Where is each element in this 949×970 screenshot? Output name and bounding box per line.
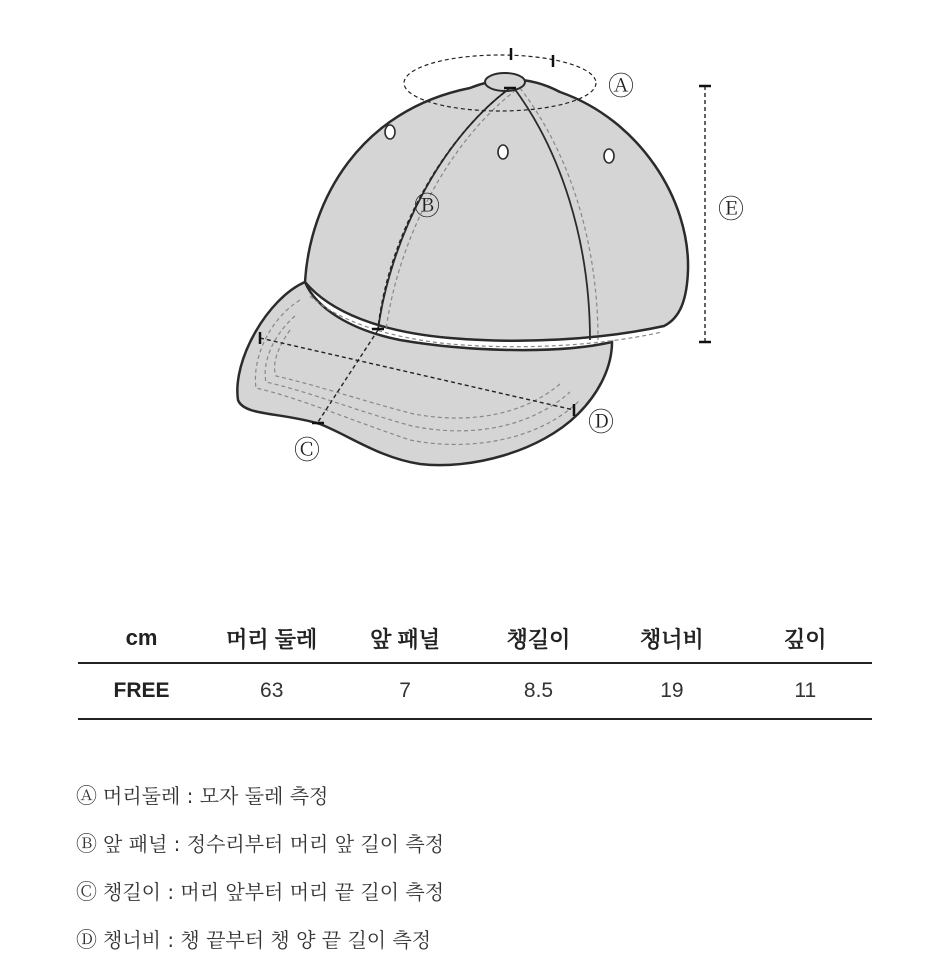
measurement-notes [76, 778, 896, 970]
note-text: 앞 패널 : 정수리부터 머리 앞 길이 측정 [103, 832, 445, 856]
note-item [76, 826, 896, 874]
note-key: Ⓑ [76, 832, 97, 856]
table-header-row [78, 614, 872, 663]
note-item [76, 874, 896, 922]
marker-e: Ⓔ [717, 195, 745, 225]
note-key: Ⓐ [76, 784, 97, 808]
note-key: Ⓓ [76, 928, 97, 952]
table-row [78, 663, 872, 719]
marker-c: Ⓒ [293, 436, 321, 466]
note-text: 챙길이 : 머리 앞부터 머리 끝 길이 측정 [103, 880, 445, 904]
column-header: 깊이 [739, 614, 872, 663]
table-cell: 7 [338, 663, 471, 719]
cap-measurement-diagram [0, 0, 949, 480]
note-item [76, 778, 896, 826]
note-item [76, 922, 896, 970]
note-text: 챙너비 : 챙 끝부터 챙 양 끝 길이 측정 [103, 928, 432, 952]
unit-header: cm [78, 614, 205, 663]
note-key: Ⓒ [76, 880, 97, 904]
table-cell: 8.5 [472, 663, 605, 719]
table-cell: 11 [739, 663, 872, 719]
marker-d: Ⓓ [587, 408, 615, 438]
note-text: 머리둘레 : 모자 둘레 측정 [103, 784, 329, 808]
column-header: 머리 둘레 [205, 614, 338, 663]
table-cell: 63 [205, 663, 338, 719]
column-header: 앞 패널 [338, 614, 471, 663]
table-cell: 19 [605, 663, 738, 719]
marker-b: Ⓑ [413, 192, 441, 222]
size-label: FREE [78, 663, 205, 719]
marker-a: Ⓐ [607, 72, 635, 102]
column-header: 챙너비 [605, 614, 738, 663]
size-table [78, 614, 872, 720]
cap-crown [305, 79, 688, 340]
column-header: 챙길이 [472, 614, 605, 663]
